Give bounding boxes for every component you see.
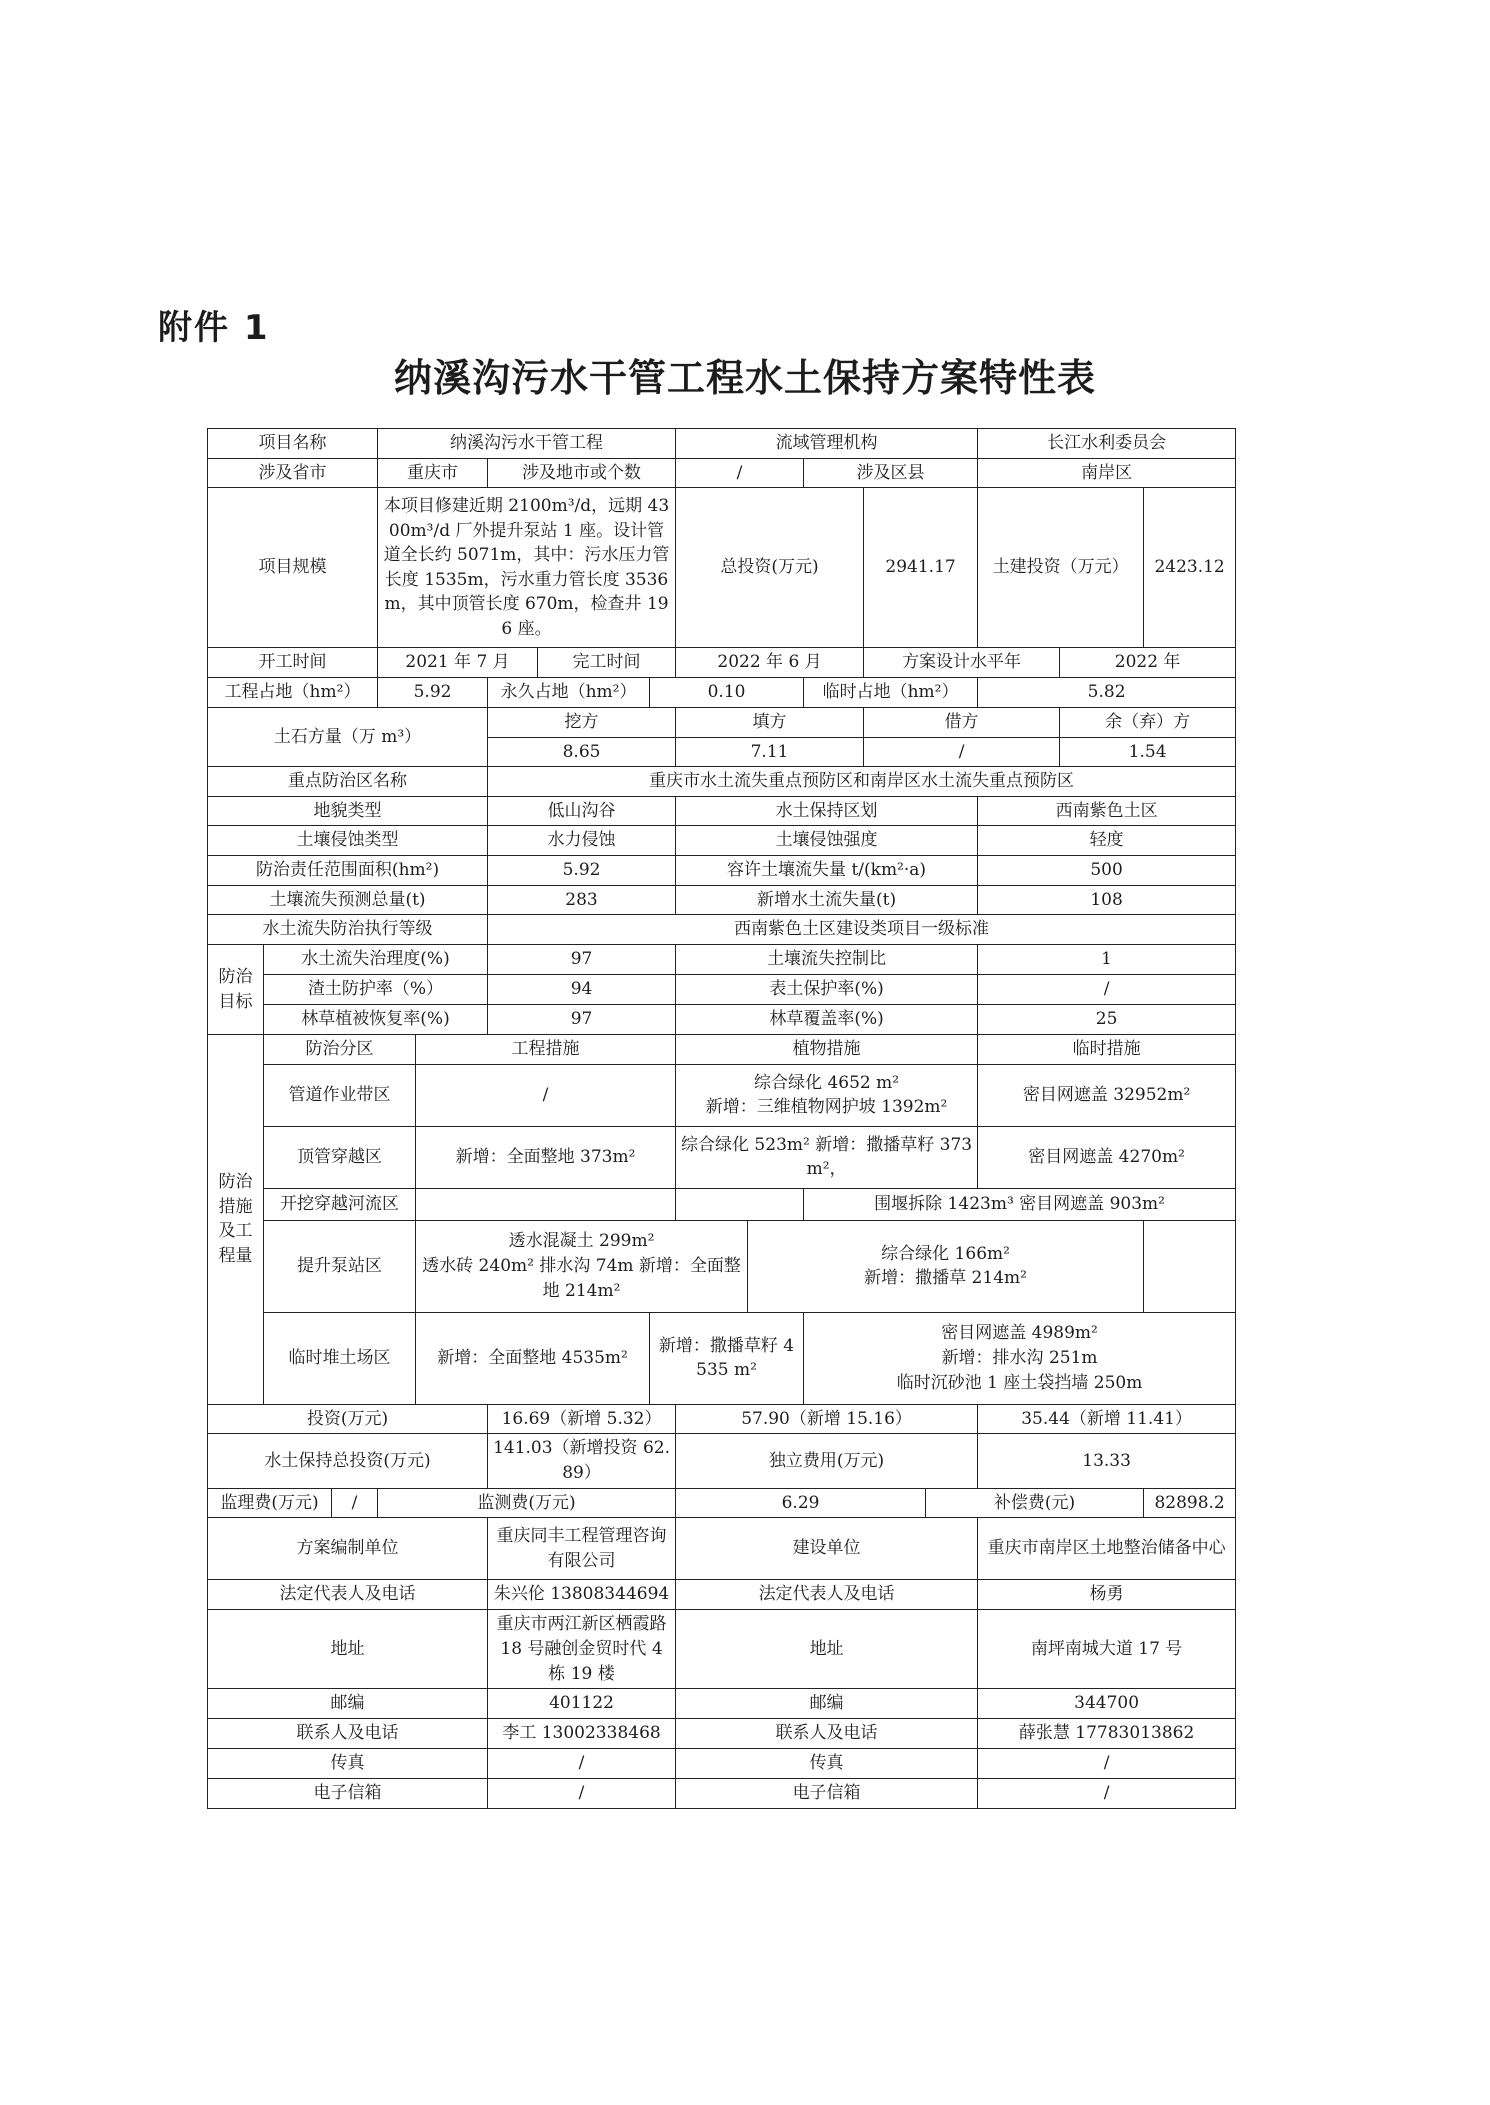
compiler-contact: 李工 13002338468 [488, 1719, 676, 1749]
district: 南岸区 [978, 458, 1236, 488]
builder-email-label: 电子信箱 [676, 1779, 978, 1809]
builder-address: 南坪南城大道 17 号 [978, 1610, 1236, 1689]
t-veg: 97 [488, 1005, 676, 1035]
builder-address-label: 地址 [676, 1610, 978, 1689]
m-eng: / [416, 1064, 676, 1126]
earth-label: 土石方量（万 m³） [208, 707, 488, 766]
province-label: 涉及省市 [208, 458, 378, 488]
invest-temp: 35.44（新增 11.41） [978, 1404, 1236, 1434]
fax-label: 传真 [208, 1749, 488, 1779]
m-plant [676, 1188, 804, 1220]
t-veg-label: 林草植被恢复率(%) [264, 1005, 488, 1035]
supervise-label: 监理费(万元) [208, 1488, 332, 1518]
m-zone: 开挖穿越河流区 [264, 1188, 416, 1220]
m-eng: 透水混凝土 299m² 透水砖 240m² 排水沟 74m 新增：全面整地 214m² [416, 1220, 748, 1312]
m-zone: 临时堆土场区 [264, 1312, 416, 1404]
design-year-label: 方案设计水平年 [864, 648, 1060, 678]
basin-agency-label: 流域管理机构 [676, 429, 978, 459]
m-temp: 围堰拆除 1423m³ 密目网遮盖 903m² [804, 1188, 1236, 1220]
key-zone: 重庆市水土流失重点预防区和南岸区水土流失重点预防区 [488, 767, 1236, 797]
characteristics-table [207, 428, 1236, 1809]
t-rate: 97 [488, 945, 676, 975]
m-eng-label: 工程措施 [416, 1035, 676, 1065]
m-plant-label: 植物措施 [676, 1035, 978, 1065]
t-topsoil: / [978, 975, 1236, 1005]
t-ctrl: 1 [978, 945, 1236, 975]
builder-legal: 杨勇 [978, 1580, 1236, 1610]
legal-label: 法定代表人及电话 [208, 1580, 488, 1610]
start: 2021 年 7 月 [378, 648, 538, 678]
civil-invest: 2423.12 [1144, 488, 1236, 648]
cut: 8.65 [488, 737, 676, 767]
email-label: 电子信箱 [208, 1779, 488, 1809]
temp-land: 5.82 [978, 677, 1236, 707]
builder: 重庆市南岸区土地整治储备中心 [978, 1518, 1236, 1580]
new-loss: 108 [978, 885, 1236, 915]
m-zone: 管道作业带区 [264, 1064, 416, 1126]
supervise: / [332, 1488, 378, 1518]
project-name: 纳溪沟污水干管工程 [378, 429, 676, 459]
scale-text: 本项目修建近期 2100m³/d，远期 4300m³/d 厂外提升泵站 1 座。设计管道全长约 5071m，其中：污水压力管长度 1535m，污水重力管长度 3536m，其中顶管长度 670m，检查井 196 座。 [378, 488, 676, 648]
key-zone-label: 重点防治区名称 [208, 767, 488, 797]
t-slag-label: 渣土防护率（%） [264, 975, 488, 1005]
compiler: 重庆同丰工程管理咨询有限公司 [488, 1518, 676, 1580]
target-label: 防治目标 [208, 945, 264, 1035]
m-zone: 顶管穿越区 [264, 1126, 416, 1188]
t-cover-label: 林草覆盖率(%) [676, 1005, 978, 1035]
m-eng: 新增：全面整地 373m² [416, 1126, 676, 1188]
compensate: 82898.2 [1144, 1488, 1236, 1518]
compensate-label: 补偿费(元) [926, 1488, 1144, 1518]
erosion-type-label: 土壤侵蚀类型 [208, 826, 488, 856]
land-label: 工程占地（hm²） [208, 677, 378, 707]
m-plant: 新增：撒播草籽 4535 m² [650, 1312, 804, 1404]
finish: 2022 年 6 月 [676, 648, 864, 678]
m-temp-label: 临时措施 [978, 1035, 1236, 1065]
borrow-label: 借方 [864, 707, 1060, 737]
perm-land: 0.10 [650, 677, 804, 707]
fill-label: 填方 [676, 707, 864, 737]
invest-eng: 16.69（新增 5.32） [488, 1404, 676, 1434]
allow-loss-label: 容许土壤流失量 t/(km²·a) [676, 856, 978, 886]
m-temp: 密目网遮盖 4270m² [978, 1126, 1236, 1188]
scale-label: 项目规模 [208, 488, 378, 648]
m-zone: 提升泵站区 [264, 1220, 416, 1312]
compiler-address: 重庆市两江新区栖霞路 18 号融创金贸时代 4 栋 19 楼 [488, 1610, 676, 1689]
fill: 7.11 [676, 737, 864, 767]
new-loss-label: 新增水土流失量(t) [676, 885, 978, 915]
t-ctrl-label: 土壤流失控制比 [676, 945, 978, 975]
resp-area-label: 防治责任范围面积(hm²) [208, 856, 488, 886]
builder-email: / [978, 1779, 1236, 1809]
total-invest: 2941.17 [864, 488, 978, 648]
civil-invest-label: 土建投资（万元） [978, 488, 1144, 648]
compiler-email: / [488, 1779, 676, 1809]
builder-contact-label: 联系人及电话 [676, 1719, 978, 1749]
m-zone-label: 防治分区 [264, 1035, 416, 1065]
m-temp [1144, 1220, 1236, 1312]
pred-loss: 283 [488, 885, 676, 915]
total-invest-label: 总投资(万元) [676, 488, 864, 648]
address-label: 地址 [208, 1610, 488, 1689]
document-title: 纳溪沟污水干管工程水土保持方案特性表 [393, 356, 1096, 400]
standard-label: 水土流失防治执行等级 [208, 915, 488, 945]
builder-postcode-label: 邮编 [676, 1689, 978, 1719]
spoil: 1.54 [1060, 737, 1236, 767]
landform: 低山沟谷 [488, 796, 676, 826]
builder-postcode: 344700 [978, 1689, 1236, 1719]
m-plant: 综合绿化 166m² 新增：撒播草 214m² [748, 1220, 1144, 1312]
district-label: 涉及区县 [804, 458, 978, 488]
pred-loss-label: 土壤流失预测总量(t) [208, 885, 488, 915]
erosion-intensity-label: 土壤侵蚀强度 [676, 826, 978, 856]
compiler-postcode: 401122 [488, 1689, 676, 1719]
sw-zone-label: 水土保持区划 [676, 796, 978, 826]
landform-label: 地貌类型 [208, 796, 488, 826]
monitor-label: 监测费(万元) [378, 1488, 676, 1518]
land: 5.92 [378, 677, 488, 707]
builder-fax: / [978, 1749, 1236, 1779]
city-count-label: 涉及地市或个数 [488, 458, 676, 488]
t-rate-label: 水土流失治理度(%) [264, 945, 488, 975]
standard: 西南紫色土区建设类项目一级标准 [488, 915, 1236, 945]
cut-label: 挖方 [488, 707, 676, 737]
monitor: 6.29 [676, 1488, 926, 1518]
compiler-fax: / [488, 1749, 676, 1779]
start-label: 开工时间 [208, 648, 378, 678]
temp-land-label: 临时占地（hm²） [804, 677, 978, 707]
finish-label: 完工时间 [538, 648, 676, 678]
measures-label: 防治措施及工程量 [208, 1035, 264, 1405]
compiler-label: 方案编制单位 [208, 1518, 488, 1580]
compiler-legal: 朱兴伦 13808344694 [488, 1580, 676, 1610]
t-topsoil-label: 表土保护率(%) [676, 975, 978, 1005]
indep: 13.33 [978, 1434, 1236, 1488]
attachment-label: 附件 1 [158, 308, 270, 348]
indep-label: 独立费用(万元) [676, 1434, 978, 1488]
builder-label: 建设单位 [676, 1518, 978, 1580]
basin-agency: 长江水利委员会 [978, 429, 1236, 459]
m-eng [416, 1188, 676, 1220]
sw-zone: 西南紫色土区 [978, 796, 1236, 826]
design-year: 2022 年 [1060, 648, 1236, 678]
allow-loss: 500 [978, 856, 1236, 886]
perm-land-label: 永久占地（hm²） [488, 677, 650, 707]
m-eng: 新增：全面整地 4535m² [416, 1312, 650, 1404]
m-plant: 综合绿化 523m² 新增：撒播草籽 373m²， [676, 1126, 978, 1188]
sw-total: 141.03（新增投资 62.89） [488, 1434, 676, 1488]
sw-total-label: 水土保持总投资(万元) [208, 1434, 488, 1488]
erosion-intensity: 轻度 [978, 826, 1236, 856]
spoil-label: 余（弃）方 [1060, 707, 1236, 737]
contact-label: 联系人及电话 [208, 1719, 488, 1749]
postcode-label: 邮编 [208, 1689, 488, 1719]
m-plant: 综合绿化 4652 m² 新增：三维植物网护坡 1392m² [676, 1064, 978, 1126]
invest-plant: 57.90（新增 15.16） [676, 1404, 978, 1434]
builder-contact: 薛张慧 17783013862 [978, 1719, 1236, 1749]
city-count: / [676, 458, 804, 488]
m-temp: 密目网遮盖 32952m² [978, 1064, 1236, 1126]
project-name-label: 项目名称 [208, 429, 378, 459]
builder-legal-label: 法定代表人及电话 [676, 1580, 978, 1610]
t-cover: 25 [978, 1005, 1236, 1035]
erosion-type: 水力侵蚀 [488, 826, 676, 856]
t-slag: 94 [488, 975, 676, 1005]
province: 重庆市 [378, 458, 488, 488]
m-temp: 密目网遮盖 4989m² 新增：排水沟 251m 临时沉砂池 1 座土袋挡墙 250m [804, 1312, 1236, 1404]
resp-area: 5.92 [488, 856, 676, 886]
borrow: / [864, 737, 1060, 767]
builder-fax-label: 传真 [676, 1749, 978, 1779]
invest-label: 投资(万元) [208, 1404, 488, 1434]
